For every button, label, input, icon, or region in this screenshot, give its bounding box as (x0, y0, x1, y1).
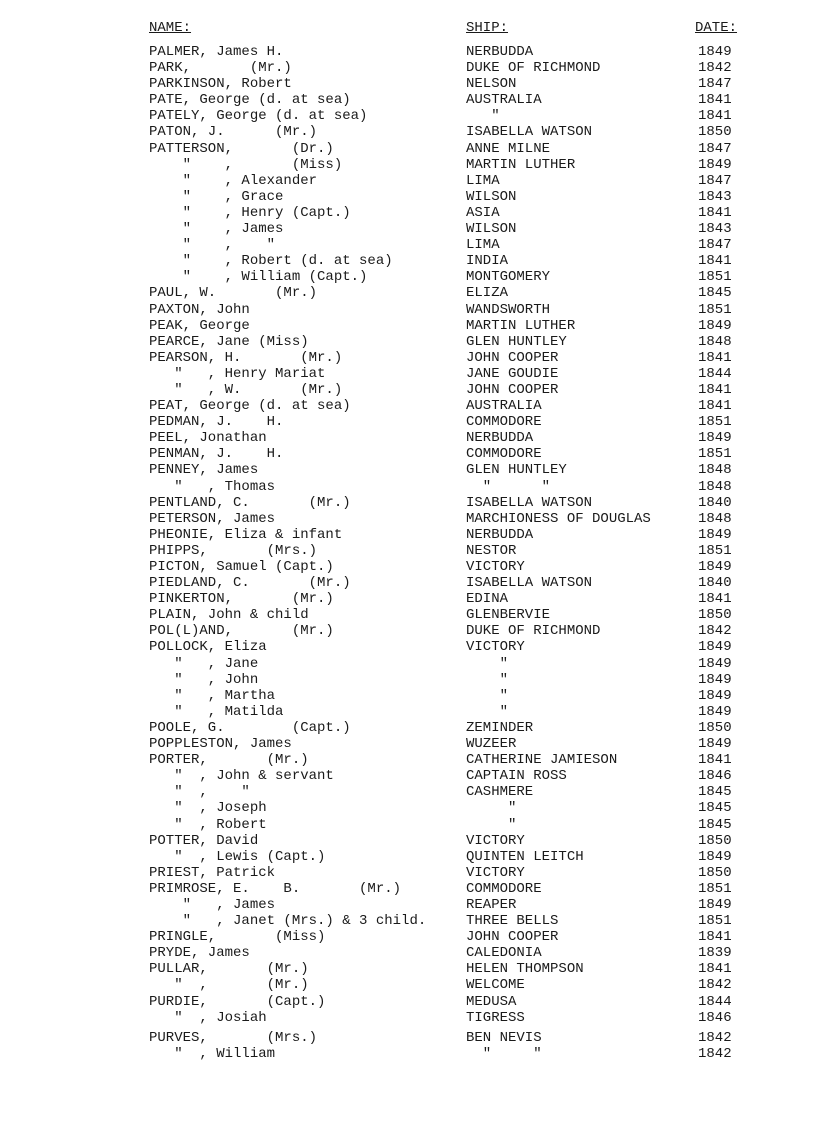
arrival-date: 1841 (698, 591, 732, 608)
passenger-name: " , Robert (149, 816, 267, 833)
ship-name: VICTORY (466, 559, 525, 575)
arrival-date: 1849 (698, 671, 732, 688)
arrival-date: 1841 (698, 929, 732, 946)
table-row (0, 543, 816, 559)
passenger-name: PARK, (Mr.) (149, 60, 292, 77)
table-row (0, 768, 816, 784)
passenger-name: " , Henry (Capt.) (149, 204, 351, 221)
arrival-date: 1849 (698, 526, 732, 543)
arrival-date: 1851 (698, 301, 732, 318)
ship-name: THREE BELLS (466, 913, 559, 930)
arrival-date: 1841 (698, 961, 732, 978)
arrival-date: 1850 (698, 832, 732, 849)
table-row (0, 398, 816, 414)
ship-name: ISABELLA WATSON (466, 124, 593, 141)
passenger-name: PORTER, (Mr.) (149, 752, 309, 769)
passenger-name: PRINGLE, (Miss) (149, 929, 326, 946)
arrival-date: 1848 (698, 462, 732, 479)
arrival-date: 1842 (698, 60, 732, 77)
passenger-name: " , John (149, 671, 259, 688)
ship-name: COMMODORE (466, 414, 542, 431)
arrival-date: 1840 (698, 494, 732, 511)
table-row (0, 350, 816, 366)
table-row (0, 994, 816, 1010)
table-row (0, 205, 816, 221)
arrival-date: 1851 (698, 880, 732, 897)
passenger-name: PEAK, George (149, 317, 250, 334)
passenger-name: PLAIN, John & child (149, 607, 309, 624)
ship-name: MARCHIONESS OF DOUGLAS (466, 510, 651, 527)
arrival-date: 1846 (698, 768, 732, 785)
ship-name: AUSTRALIA (466, 398, 542, 415)
arrival-date: 1845 (698, 784, 732, 801)
table-row (0, 929, 816, 945)
arrival-date: 1849 (698, 559, 732, 575)
passenger-name: PINKERTON, (Mr.) (149, 591, 334, 608)
ship-name: LIMA (466, 237, 500, 254)
arrival-date: 1843 (698, 221, 732, 238)
table-row (0, 302, 816, 318)
table-row (0, 173, 816, 189)
passenger-name: PEARCE, Jane (Miss) (149, 333, 309, 350)
table-row (0, 800, 816, 816)
ship-name: TIGRESS (466, 1009, 525, 1026)
ship-name: " (466, 671, 509, 688)
ship-name: LIMA (466, 172, 500, 189)
table-row (0, 881, 816, 897)
table-row (0, 318, 816, 334)
arrival-date: 1851 (698, 414, 732, 431)
ship-name: WILSON (466, 188, 517, 205)
ship-name: GLENBERVIE (466, 607, 551, 624)
ship-name: REAPER (466, 896, 517, 913)
ship-name: MARTIN LUTHER (466, 156, 576, 173)
ship-name: " (466, 108, 500, 125)
arrival-date: 1851 (698, 913, 732, 930)
arrival-date: 1849 (698, 317, 732, 334)
table-row (0, 44, 816, 60)
arrival-date: 1844 (698, 365, 732, 382)
arrival-date: 1841 (698, 92, 732, 109)
table-row (0, 430, 816, 446)
arrival-date: 1845 (698, 285, 732, 302)
arrival-date: 1843 (698, 188, 732, 205)
passenger-name: " , Martha (149, 687, 276, 704)
ship-name: COMMODORE (466, 446, 542, 463)
ship-name: MARTIN LUTHER (466, 317, 576, 334)
arrival-date: 1841 (698, 108, 732, 125)
arrival-date: 1850 (698, 607, 732, 624)
ship-name: " (466, 687, 509, 704)
ship-name: ISABELLA WATSON (466, 575, 593, 592)
passenger-name: PHIPPS, (Mrs.) (149, 542, 318, 559)
table-row (0, 704, 816, 720)
arrival-date: 1839 (698, 945, 732, 962)
passenger-name: POOLE, G. (Capt.) (149, 719, 351, 736)
table-row (0, 253, 816, 269)
table-row (0, 977, 816, 993)
passenger-name: " , Thomas (149, 478, 276, 495)
table-row (0, 511, 816, 527)
table-row (0, 591, 816, 607)
passenger-name: PRIMROSE, E. B. (Mr.) (149, 880, 402, 897)
table-row (0, 607, 816, 623)
passenger-name: PEAT, George (d. at sea) (149, 398, 351, 415)
passenger-name: " , Jane (149, 655, 259, 672)
ship-name: ANNE MILNE (466, 140, 551, 157)
arrival-date: 1849 (698, 44, 732, 60)
ship-name: VICTORY (466, 864, 525, 881)
passenger-name: POTTER, David (149, 832, 259, 849)
passenger-name: PULLAR, (Mr.) (149, 961, 309, 978)
ship-name: ZEMINDER (466, 719, 534, 736)
ship-name: CASHMERE (466, 784, 534, 801)
arrival-date: 1845 (698, 816, 732, 833)
table-row (0, 1030, 816, 1046)
arrival-date: 1848 (698, 510, 732, 527)
passenger-name: PARKINSON, Robert (149, 76, 292, 93)
passenger-name: PURDIE, (Capt.) (149, 993, 326, 1010)
passenger-name: " , Grace (149, 188, 284, 205)
ship-name: EDINA (466, 591, 509, 608)
arrival-date: 1846 (698, 1009, 732, 1026)
ship-name: " (466, 655, 509, 672)
arrival-date: 1849 (698, 896, 732, 913)
passenger-name: PENTLAND, C. (Mr.) (149, 494, 351, 511)
passenger-name: POPPLESTON, James (149, 736, 292, 753)
ship-name: CALEDONIA (466, 945, 542, 962)
header-name: NAME: (149, 20, 192, 36)
ship-name: INDIA (466, 253, 509, 270)
table-row (0, 414, 816, 430)
passenger-name: PURVES, (Mrs.) (149, 1029, 318, 1046)
arrival-date: 1849 (698, 703, 732, 720)
passenger-name: " , William (Capt.) (149, 269, 368, 286)
ship-name: NERBUDDA (466, 526, 534, 543)
passenger-name: " , " (149, 784, 250, 801)
ship-name: VICTORY (466, 639, 525, 656)
arrival-date: 1850 (698, 719, 732, 736)
table-row (0, 285, 816, 301)
table-row (0, 221, 816, 237)
ship-name: " (466, 703, 509, 720)
ship-name: NELSON (466, 76, 517, 93)
passenger-name: " , Henry Mariat (149, 365, 326, 382)
ship-name: WELCOME (466, 977, 525, 994)
arrival-date: 1841 (698, 349, 732, 366)
arrival-date: 1848 (698, 333, 732, 350)
ship-name: MONTGOMERY (466, 269, 551, 286)
ship-name: CATHERINE JAMIESON (466, 752, 618, 769)
ship-name: CAPTAIN ROSS (466, 768, 567, 785)
table-row (0, 817, 816, 833)
passenger-name: PALMER, James H. (149, 44, 284, 60)
ship-name: JOHN COOPER (466, 929, 559, 946)
table-row (0, 897, 816, 913)
arrival-date: 1851 (698, 269, 732, 286)
passenger-name: PRYDE, James (149, 945, 250, 962)
table-row (0, 60, 816, 76)
ship-name: VICTORY (466, 832, 525, 849)
table-row (0, 1046, 816, 1062)
passenger-name: " , Robert (d. at sea) (149, 253, 393, 270)
header-date: DATE: (695, 20, 738, 36)
arrival-date: 1849 (698, 430, 732, 447)
table-row (0, 495, 816, 511)
passenger-name: " , John & servant (149, 768, 334, 785)
ship-name: ELIZA (466, 285, 509, 302)
ship-name: " (466, 800, 517, 817)
passenger-name: PRIEST, Patrick (149, 864, 276, 881)
table-row (0, 623, 816, 639)
ship-name: ISABELLA WATSON (466, 494, 593, 511)
ship-name: NESTOR (466, 542, 517, 559)
arrival-date: 1840 (698, 575, 732, 592)
header-ship: SHIP: (466, 20, 509, 36)
arrival-date: 1841 (698, 253, 732, 270)
table-row (0, 575, 816, 591)
arrival-date: 1848 (698, 478, 732, 495)
table-row (0, 446, 816, 462)
arrival-date: 1849 (698, 736, 732, 753)
ship-name: DUKE OF RICHMOND (466, 623, 601, 640)
passenger-name: PICTON, Samuel (Capt.) (149, 559, 334, 575)
table-row (0, 639, 816, 655)
passenger-name: " , Josiah (149, 1009, 267, 1026)
passenger-name: PATE, George (d. at sea) (149, 92, 351, 109)
table-row (0, 479, 816, 495)
table-row (0, 124, 816, 140)
passenger-name: " , Matilda (149, 703, 284, 720)
ship-name: AUSTRALIA (466, 92, 542, 109)
arrival-date: 1847 (698, 140, 732, 157)
passenger-name: " , " (149, 237, 276, 254)
ship-name: " " (466, 478, 551, 495)
table-row (0, 913, 816, 929)
passenger-list (0, 44, 816, 1062)
passenger-name: PATON, J. (Mr.) (149, 124, 318, 141)
arrival-date: 1842 (698, 1045, 732, 1062)
arrival-date: 1849 (698, 687, 732, 704)
table-row (0, 945, 816, 961)
ship-name: ASIA (466, 204, 500, 221)
ship-name: JOHN COOPER (466, 381, 559, 398)
table-row (0, 833, 816, 849)
ship-name: " (466, 816, 517, 833)
passenger-name: " , Joseph (149, 800, 267, 817)
ship-name: HELEN THOMPSON (466, 961, 584, 978)
ship-name: BEN NEVIS (466, 1029, 542, 1046)
table-row (0, 752, 816, 768)
ship-name: JOHN COOPER (466, 349, 559, 366)
passenger-name: PHEONIE, Eliza & infant (149, 526, 343, 543)
table-row (0, 269, 816, 285)
ship-name: GLEN HUNTLEY (466, 462, 567, 479)
table-row (0, 672, 816, 688)
passenger-name: PENMAN, J. H. (149, 446, 284, 463)
table-row (0, 334, 816, 350)
arrival-date: 1842 (698, 977, 732, 994)
arrival-date: 1845 (698, 800, 732, 817)
passenger-name: PENNEY, James (149, 462, 259, 479)
passenger-name: PEARSON, H. (Mr.) (149, 349, 343, 366)
arrival-date: 1842 (698, 1029, 732, 1046)
arrival-date: 1841 (698, 398, 732, 415)
passenger-name: PATELY, George (d. at sea) (149, 108, 368, 125)
ship-name: JANE GOUDIE (466, 365, 559, 382)
table-row (0, 656, 816, 672)
arrival-date: 1847 (698, 76, 732, 93)
passenger-name: " , Alexander (149, 172, 318, 189)
ship-name: COMMODORE (466, 880, 542, 897)
table-row (0, 92, 816, 108)
arrival-date: 1849 (698, 639, 732, 656)
passenger-name: PAUL, W. (Mr.) (149, 285, 318, 302)
table-row (0, 189, 816, 205)
passenger-name: PEDMAN, J. H. (149, 414, 284, 431)
arrival-date: 1849 (698, 655, 732, 672)
ship-name: " " (466, 1045, 542, 1062)
passenger-name: PATTERSON, (Dr.) (149, 140, 334, 157)
table-row (0, 736, 816, 752)
arrival-date: 1850 (698, 124, 732, 141)
ship-name: NERBUDDA (466, 430, 534, 447)
table-row (0, 720, 816, 736)
ship-name: WILSON (466, 221, 517, 238)
passenger-name: " , James (149, 896, 276, 913)
passenger-name: PETERSON, James (149, 510, 276, 527)
table-row (0, 688, 816, 704)
table-row (0, 366, 816, 382)
table-row (0, 1010, 816, 1026)
arrival-date: 1841 (698, 381, 732, 398)
passenger-name: " , W. (Mr.) (149, 381, 343, 398)
passenger-name: " , William (149, 1045, 276, 1062)
arrival-date: 1849 (698, 156, 732, 173)
passenger-name: " , Lewis (Capt.) (149, 848, 326, 865)
ship-name: QUINTEN LEITCH (466, 848, 584, 865)
table-row (0, 141, 816, 157)
arrival-date: 1842 (698, 623, 732, 640)
table-row (0, 108, 816, 124)
table-row (0, 462, 816, 478)
table-row (0, 961, 816, 977)
table-row (0, 157, 816, 173)
ship-name: GLEN HUNTLEY (466, 333, 567, 350)
table-row (0, 237, 816, 253)
arrival-date: 1851 (698, 446, 732, 463)
passenger-name: POL(L)AND, (Mr.) (149, 623, 334, 640)
table-row (0, 559, 816, 575)
ship-name: MEDUSA (466, 993, 517, 1010)
arrival-date: 1847 (698, 172, 732, 189)
table-row (0, 76, 816, 92)
table-row (0, 382, 816, 398)
arrival-date: 1849 (698, 848, 732, 865)
passenger-name: PEEL, Jonathan (149, 430, 267, 447)
ship-name: WANDSWORTH (466, 301, 551, 318)
ship-name: NERBUDDA (466, 44, 534, 60)
table-row (0, 527, 816, 543)
table-row (0, 865, 816, 881)
arrival-date: 1850 (698, 864, 732, 881)
ship-name: DUKE OF RICHMOND (466, 60, 601, 77)
table-row (0, 849, 816, 865)
table-row (0, 784, 816, 800)
passenger-name: " , Janet (Mrs.) & 3 child. (149, 913, 427, 930)
passenger-name: POLLOCK, Eliza (149, 639, 267, 656)
arrival-date: 1841 (698, 752, 732, 769)
arrival-date: 1851 (698, 542, 732, 559)
arrival-date: 1844 (698, 993, 732, 1010)
passenger-name: " , James (149, 221, 284, 238)
arrival-date: 1847 (698, 237, 732, 254)
passenger-name: PIEDLAND, C. (Mr.) (149, 575, 351, 592)
passenger-name: " , (Mr.) (149, 977, 309, 994)
passenger-name: PAXTON, John (149, 301, 250, 318)
ship-name: WUZEER (466, 736, 517, 753)
arrival-date: 1841 (698, 204, 732, 221)
passenger-name: " , (Miss) (149, 156, 343, 173)
